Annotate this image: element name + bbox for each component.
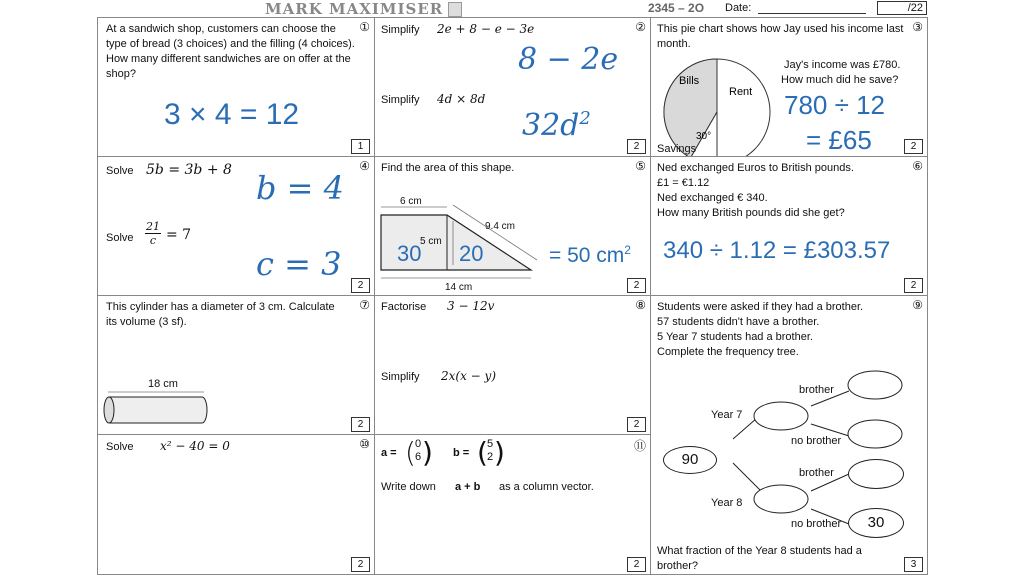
fraction-denominator: c [149,234,157,247]
vector-sum: a + b [455,481,481,493]
question-5 [375,157,651,296]
question-number: ③ [912,20,923,34]
question-text: Jay's income was £780. [784,59,901,71]
label-nobrother-2: no brother [791,518,842,530]
pie-label-rent: Rent [729,86,753,98]
date-label: Date: [725,2,752,14]
cylinder-diagram [104,392,214,432]
answer: 8 − 2e [518,42,619,77]
instruction-label: Simplify [381,94,420,106]
node-year7-nobrother[interactable] [848,420,902,448]
question-number: ⑧ [635,298,646,312]
question-line-2: 57 students didn't have a brother. [657,316,820,328]
cylinder-end [104,397,114,423]
marks-box: 1 [351,139,370,154]
area-rectangle: 30 [397,241,422,266]
pie-label-bills: Bills [679,75,700,87]
vector-b-top: 5 [486,438,494,450]
answer: b = 4 [256,169,344,207]
question-line-3: 5 Year 7 students had a brother. [657,331,813,343]
node-year7-brother[interactable] [848,371,902,399]
equation-rhs: = 7 [166,227,192,243]
question-number: ⑪ [633,439,646,453]
question-number: ② [635,20,646,34]
question-number: ⑨ [912,298,923,312]
question-text: Find the area of this shape. [381,162,515,174]
question-text: What fraction of the Year 8 students had a brother? [657,545,862,572]
fraction-numerator: 21 [146,220,160,233]
label-brother-1: brother [799,384,834,396]
calculator-icon [448,2,462,17]
brand-title: MARK MAXIMISER [265,0,444,18]
marks-box: 2 [351,417,370,432]
instruction-label: Factorise [381,301,427,313]
label-year8: Year 8 [711,497,743,509]
question-1 [98,18,375,157]
vector-a-label: a = [381,447,397,459]
branch-root-year8 [733,463,761,491]
vector-a-top: 0 [414,438,422,450]
equation: 5b = 3b + 8 [146,162,232,178]
dim-label-top: 6 cm [400,196,422,207]
question-line-4: How many British pounds did she get? [657,207,845,219]
question-line-2: £1 = €1.12 [657,177,710,189]
answer [522,108,591,143]
area-triangle: 20 [459,241,484,266]
question-4 [98,157,375,296]
marks-box: 2 [627,557,646,572]
answer-unit-exponent: 2 [624,243,631,257]
question-7 [98,296,375,435]
dim-label-height: 5 cm [420,236,442,247]
bracket-left: ( [477,436,488,469]
label-nobrother-1: no brother [791,435,842,447]
dim-label-bottom: 14 cm [445,282,473,293]
question-number: ⑤ [635,159,646,173]
equation: x² − 40 = 0 [160,439,230,453]
question-11 [375,435,651,574]
node-year8[interactable] [754,485,808,513]
marks-box: 3 [904,557,923,572]
question-text: How much did he save? [781,74,899,86]
expression: 2e + 8 − e − 3e [437,22,535,36]
instruction-label: Simplify [381,371,420,383]
question-text: as a column vector. [499,481,594,493]
question-number: ⑩ [359,437,370,451]
dim-label-slant: 9.4 cm [485,221,516,232]
question-number: ⑦ [359,298,370,312]
answer: c = 3 [256,245,342,283]
marks-box: 2 [627,139,646,154]
marks-box: 2 [351,557,370,572]
question-line-4: Complete the frequency tree. [657,346,799,358]
pie-label-angle: 30° [696,131,712,142]
marks-box: 2 [351,278,370,293]
question-10 [98,435,375,574]
question-6 [651,157,927,296]
dim-label-length: 18 cm [148,378,178,390]
worksheet-header [0,0,1024,17]
answer [549,243,631,268]
marks-box: 2 [904,139,923,154]
question-text: This pie chart shows how Jay used his income last month. [657,23,904,50]
bracket-right: ) [494,436,505,469]
answer-line-1: 780 ÷ 12 [784,90,886,120]
answer: 3 × 4 = 12 [164,98,300,131]
bracket-right: ) [422,436,433,469]
answer-line-2: = £65 [806,125,872,155]
question-grid [97,17,928,575]
answer-value: = 50 cm [549,244,625,267]
marks-box: 2 [627,278,646,293]
question-number: ④ [359,159,370,173]
marks-box: 2 [627,417,646,432]
vector-b-bottom: 2 [486,451,494,463]
date-field[interactable] [758,13,866,14]
question-number: ⑥ [912,159,923,173]
node-root: 90 [663,446,717,474]
question-3 [651,18,927,157]
question-line-3: Ned exchanged € 340. [657,192,768,204]
expression: 3 − 12v [447,299,495,313]
question-line-1: Ned exchanged Euros to British pounds. [657,162,854,174]
answer-base: 32d [522,108,580,143]
cylinder-body [109,397,207,423]
question-9 [651,296,927,574]
expression: 4d × 8d [437,92,486,106]
question-8 [375,296,651,435]
pie-label-savings: Savings [657,143,697,155]
question-text: Write down [381,481,436,493]
question-2 [375,18,651,157]
expression: 2x(x − y) [441,369,496,383]
node-year8-nobrother: 30 [848,508,904,538]
bracket-left: ( [405,436,416,469]
score-box: /22 [877,1,927,15]
question-text: This cylinder has a diameter of 3 cm. Calculate its volume (3 sf). [106,301,335,328]
question-text: At a sandwich shop, customers can choose the type of bread (3 choices) and the filling (4 choices). How many different sandwiches are on offer at the shop? [106,23,355,80]
vector-b-label: b = [453,447,470,459]
instruction-label: Solve [106,441,134,453]
worksheet-code: 2345 – 2O [648,1,705,15]
instruction-label: Solve [106,165,134,177]
label-year7: Year 7 [711,409,743,421]
node-year7[interactable] [754,402,808,430]
answer: 340 ÷ 1.12 = £303.57 [663,237,891,264]
question-line-1: Students were asked if they had a brother. [657,301,864,313]
instruction-label: Simplify [381,24,420,36]
node-year8-brother[interactable] [848,459,904,489]
label-brother-2: brother [799,467,834,479]
question-number: ① [359,20,370,34]
vector-a-bottom: 6 [414,451,422,463]
answer-exponent: 2 [579,108,591,129]
marks-box: 2 [904,278,923,293]
instruction-label: Solve [106,232,134,244]
fraction [145,220,161,247]
